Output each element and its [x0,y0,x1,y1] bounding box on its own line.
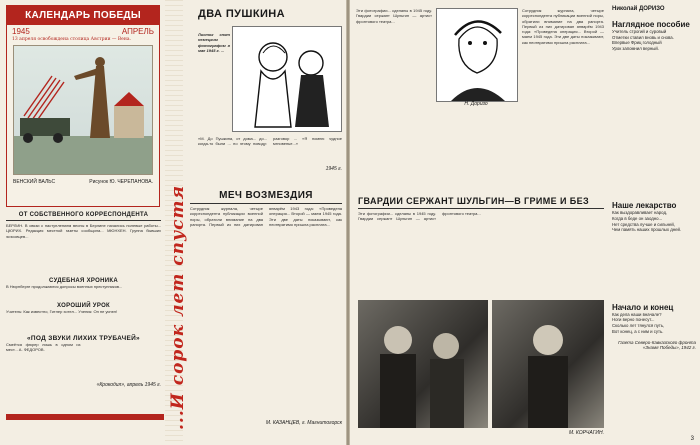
left-page [0,0,346,445]
poem-1-line: Учитель строгий и суровый [612,29,667,34]
right-top-text: Эти фотографии... сделаны в 1945 году. Гвардии сержант Шульгин — артист фронтового театра... [356,8,432,24]
pushkin-cartoon-icon [233,27,341,131]
sergeant-signature: М. КОРЧАГИН. [568,430,604,436]
calendar-poster [13,45,153,175]
sergeant-photo-1 [358,300,488,428]
vengeance-heading: МЕЧ ВОЗМЕЗДИЯ [219,190,313,201]
poster-illustration-icon [14,46,153,174]
pushkin-section [198,8,342,172]
vengeance-signature: М. КАЗАНЦЕВ, г. Магнитогорск [265,420,342,426]
chronicle-text: В Нюрнберге продолжаются допросы военных преступников... [6,284,123,289]
pushkin-signature: 1945 г. [325,166,342,172]
vengeance-text: Сотрудник журнала, четыре корреспондента публикации военной поры, обратили внимание на два рапорта. Первый из них датирован январём 1943 года: «Проведена операция... Второй — маем 1945 года. Эти две даты показывают, как неотвратимо пришла расплата... [190,206,342,227]
calendar-caption: 13 апреля освобождена столица Австрии — Вена. [12,37,131,42]
right-page [350,0,700,445]
poem-2-line: Когда в беде он заодно... [612,215,663,221]
calendar-footer [7,177,159,187]
good-lesson-text: Учитель: Как известно, Гитлер хотел... Ученик: Он не успел! [6,309,118,314]
red-stripe-icon [6,406,164,436]
poem-title-2: Наше лекарство [612,201,677,211]
poetry-column [612,6,696,350]
poem-source: Газета Северо-Кавказского фронта «Знамя Победы», 1942 г. [618,340,696,351]
sergeant-photo-2-icon [492,300,604,428]
poem-3-line: Как дела наши вначале? [612,311,662,317]
right-top-text-col-2 [522,8,604,158]
calendar-title: КАЛЕНДАРЬ ПОБЕДЫ [7,6,159,25]
trumpets-heading: «ПОД ЗВУКИ ЛИХИХ ТРУБАЧЕЙ» [27,335,140,342]
calendar-date [7,25,159,36]
pushkin-text: «М. До Пушкина, от дома... до... когда-то были ... по этому поводу: разговор ... «Я помню чудное мгновенье...» [198,136,342,147]
poem-1-line: Впервые Фриц голодный [612,40,662,46]
poem-3 [612,312,696,334]
poem-2-line: Нет средства лучше и сильней, [612,221,675,227]
sergeant-section [358,196,604,291]
correspondent-section [6,212,161,388]
page-number: 3 [690,436,694,442]
poem-3-line: Ноги верно понесут... [612,317,655,323]
poem-2-line: Как выздоравливает народ, [612,210,668,216]
poem-3-line: Сколько лет тянулся путь, [612,322,665,328]
right-top-text-col [356,8,432,158]
pushkin-cartoon [232,26,342,132]
poem-2 [612,210,696,232]
trumpets-source: «Крокодил», апрель 1945 г. [96,382,161,388]
poet-name: Николай ДОРИЗО [612,6,665,12]
poem-title-1: Наглядное пособие [612,20,690,29]
correspondent-text: БЕРЛИН. В связи с наступлением весны в Берлине начались полевые работы... ЦЮРИХ. Редакция местной газеты сообщила... МЮНХЕН. Группа бывших эсэсовцев... [6,223,161,239]
portrait-sketch-icon [437,9,517,101]
poster-title: ВЕНСКИЙ ВАЛЬС [13,179,56,185]
sergeant-photo-2 [492,300,604,428]
poem-title-3: Начало и конец [612,302,674,312]
right-top-text-2: Сотрудник журнала, четыре корреспондента публикации военной поры, обратили внимание на два рапорта. Первый из них датирован январём 1943 года: «Проведена операция... Второй — маем 1945 года. Эти две даты показывают, как неотвратимо пришла расплата... [522,8,604,45]
poem-3-line: Вот конец, а с ним и суть. [612,328,664,334]
poem-1-line: Урок запомнил верный. [612,45,659,51]
sergeant-photo-icon [358,300,488,428]
trumpets-text: Смеётся фюрер лишь в одном из мест... А. ФЕДОРОВ. [6,342,81,353]
good-lesson-heading: ХОРОШИЙ УРОК [56,303,110,309]
victory-calendar [6,5,160,207]
vertical-title: ...И сорок лет спустя [168,185,188,430]
poem-1-line: Отметки ставил вновь и снова. [612,34,674,40]
poem-1 [612,29,696,51]
sergeant-text: Эти фотографии... сделаны в 1945 году. Гвардии сержант Шульгин — артист фронтового театра... [358,211,481,222]
red-stripe-decor [6,406,164,436]
portrait-caption: Н. Доризо [464,101,488,107]
sergeant-heading: ГВАРДИИ СЕРЖАНТ ШУЛЬГИН—В ГРИМЕ И БЕЗ [358,196,590,206]
poem-2-line: Чем память наших прошлых дней. [612,227,682,233]
portrait-sketch [436,8,518,102]
pushkin-cartoon-caption: Листок снят немецким фотографом в мае 1945 г. ... [198,32,230,53]
pushkin-heading: ДВА ПУШКИНА [198,8,285,20]
vengeance-section [190,190,342,426]
calendar-year: 1945 [12,27,30,36]
correspondent-heading: ОТ СОБСТВЕННОГО КОРРЕСПОНДЕНТА [18,212,149,218]
calendar-month: АПРЕЛЬ [121,27,154,36]
poster-credit: Рисунок Ю. ЧЕРЕПАНОВА. [89,179,153,185]
chronicle-heading: СУДЕБНАЯ ХРОНИКА [49,278,118,284]
